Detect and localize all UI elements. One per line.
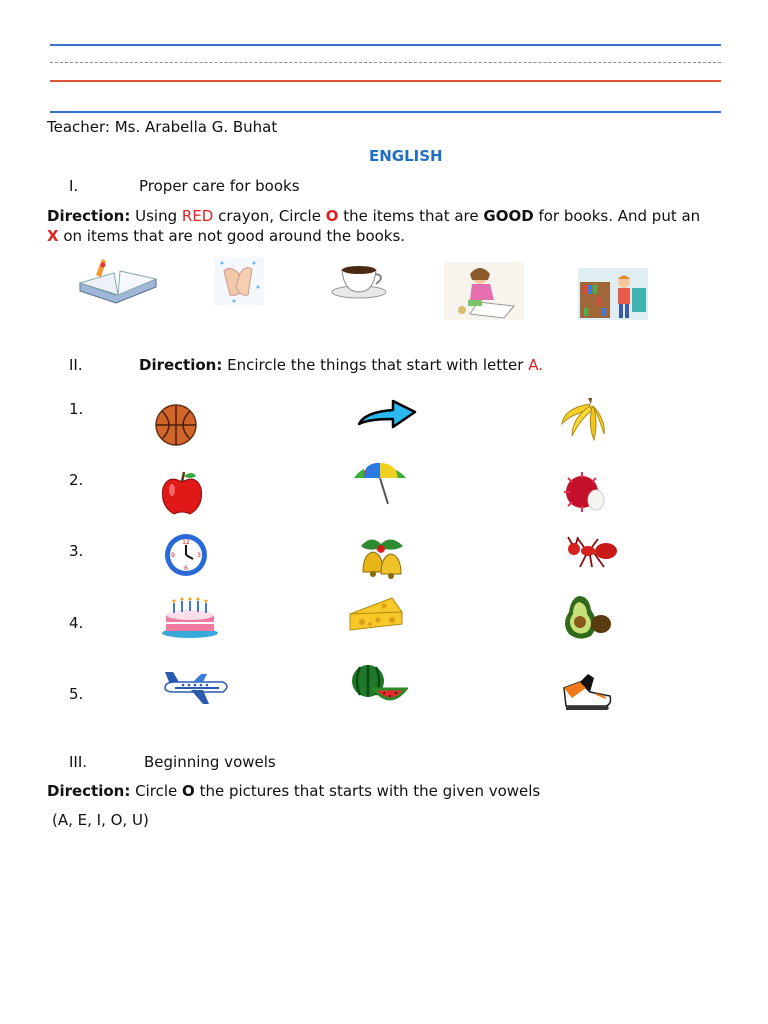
section3-direction-text-1: Circle xyxy=(130,782,183,800)
cake-picture[interactable] xyxy=(160,597,220,639)
section3-title: Beginning vowels xyxy=(144,753,276,771)
arrow-picture[interactable] xyxy=(355,398,419,432)
section3-numeral: III. xyxy=(69,753,88,771)
direction-red-word: RED xyxy=(181,207,214,225)
row-number-4: 4. xyxy=(69,614,84,632)
row-number-3: 3. xyxy=(69,542,84,560)
child-reading-book-picture[interactable] xyxy=(444,262,524,320)
washing-hands-picture[interactable] xyxy=(214,257,264,305)
subject-title: ENGLISH xyxy=(369,147,443,165)
row-number-2: 2. xyxy=(69,471,84,489)
section3-direction xyxy=(47,782,540,800)
airplane-picture[interactable] xyxy=(161,670,233,706)
svg-text:3: 3 xyxy=(197,552,201,559)
child-at-bookshelf-picture[interactable] xyxy=(578,268,648,320)
section2-direction-text: Encircle the things that start with letter xyxy=(222,356,529,374)
direction-x-symbol: X xyxy=(47,227,59,245)
section2-direction xyxy=(139,356,543,374)
rambutan-picture[interactable] xyxy=(560,468,610,514)
direction-good-word: GOOD xyxy=(483,207,534,225)
section2-letter: A. xyxy=(528,356,543,374)
clock-picture[interactable] xyxy=(162,531,210,579)
watermelon-picture[interactable] xyxy=(350,661,408,703)
section1-direction xyxy=(47,206,727,246)
rule-red-baseline xyxy=(50,80,721,82)
direction-text-1: Using xyxy=(135,207,182,225)
book-with-bookmark-picture[interactable] xyxy=(76,255,160,305)
rule-dashed-midline xyxy=(50,62,721,63)
section1-numeral: I. xyxy=(69,177,79,195)
section2-direction-label: Direction: xyxy=(139,356,223,374)
direction-text-4: for books. And put an xyxy=(533,207,701,225)
bananas-picture[interactable] xyxy=(558,394,608,444)
section2-numeral: II. xyxy=(69,356,83,374)
cheese-picture[interactable] xyxy=(348,594,404,634)
direction-text-3: the items that are xyxy=(338,207,484,225)
section3-vowels: (A, E, I, O, U) xyxy=(52,811,149,829)
bells-picture[interactable] xyxy=(355,532,409,580)
direction-text-5: on items that are not good around the books. xyxy=(58,227,406,245)
direction-text-2: crayon, Circle xyxy=(213,207,326,225)
rule-bottom-blue xyxy=(50,111,721,113)
section3-direction-text-2: the pictures that starts with the given vowels xyxy=(194,782,541,800)
section3-direction-label: Direction: xyxy=(47,782,131,800)
apple-picture[interactable] xyxy=(158,470,206,516)
direction-circle-symbol: O xyxy=(325,207,339,225)
row-number-5: 5. xyxy=(69,685,84,703)
avocado-picture[interactable] xyxy=(561,594,613,640)
section3-circle-symbol: O xyxy=(182,782,195,800)
svg-text:12: 12 xyxy=(182,539,190,546)
shoe-picture[interactable] xyxy=(560,668,614,712)
svg-text:6: 6 xyxy=(184,565,188,572)
ant-picture[interactable] xyxy=(564,535,620,571)
svg-text:9: 9 xyxy=(171,552,175,559)
rule-top-blue xyxy=(50,44,721,46)
section1-title: Proper care for books xyxy=(139,177,300,195)
row-number-1: 1. xyxy=(69,400,84,418)
umbrella-picture[interactable] xyxy=(352,460,408,506)
teacher-name: Teacher: Ms. Arabella G. Buhat xyxy=(47,118,278,136)
coffee-cup-picture[interactable] xyxy=(330,262,390,300)
direction-label: Direction: xyxy=(47,207,131,225)
basketball-picture[interactable] xyxy=(154,403,200,447)
